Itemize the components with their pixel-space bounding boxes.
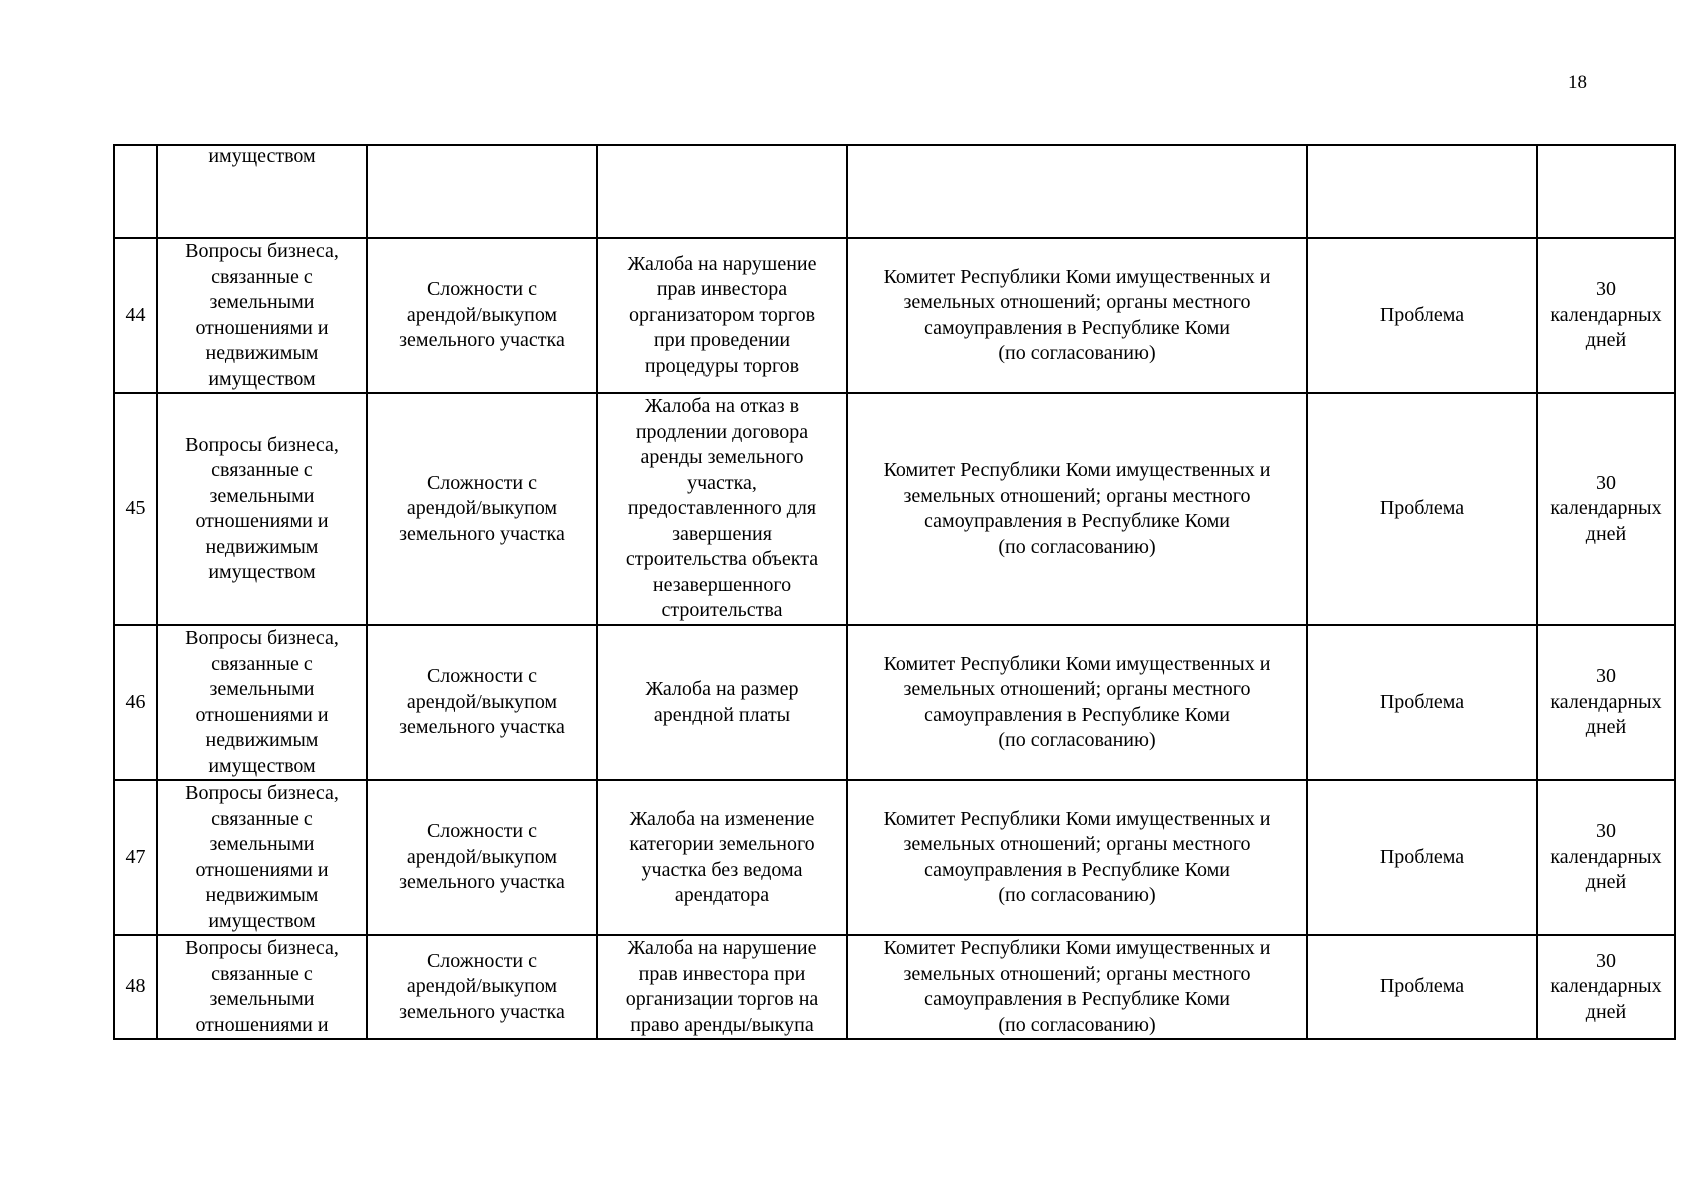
table-row [114,780,1675,935]
complaints-table [113,144,1676,1040]
cell-responsible: Комитет Республики Коми имущественных и земельных отношений; органы местного самоуправления в Республике Коми (по согласованию) [847,935,1307,1039]
cell-number: 44 [114,238,157,393]
cell-term: 30 календарных дней [1537,625,1675,780]
cell-type [1307,145,1537,238]
cell-issue: Жалоба на изменение категории земельного участка без ведома арендатора [597,780,847,935]
cell-type: Проблема [1307,935,1537,1039]
cell-responsible: Комитет Республики Коми имущественных и земельных отношений; органы местного самоуправления в Республике Коми (по согласованию) [847,780,1307,935]
cell-topic: Вопросы бизнеса, связанные с земельными отношениями и недвижимым имуществом [157,780,367,935]
table-row [114,935,1675,1039]
cell-number: 45 [114,393,157,625]
cell-subtopic: Сложности с арендой/выкупом земельного участка [367,625,597,780]
cell-topic: Вопросы бизнеса, связанные с земельными отношениями и недвижимым имуществом [157,393,367,625]
cell-subtopic: Сложности с арендой/выкупом земельного участка [367,238,597,393]
cell-topic: Вопросы бизнеса, связанные с земельными отношениями и недвижимым имуществом [157,625,367,780]
cell-number [114,145,157,238]
cell-topic [157,145,367,238]
cell-type: Проблема [1307,780,1537,935]
table-row-continued [114,145,1675,238]
cell-responsible: Комитет Республики Коми имущественных и земельных отношений; органы местного самоуправления в Республике Коми (по согласованию) [847,625,1307,780]
cell-type: Проблема [1307,625,1537,780]
cell-responsible: Комитет Республики Коми имущественных и земельных отношений; органы местного самоуправления в Республике Коми (по согласованию) [847,238,1307,393]
cell-responsible: Комитет Республики Коми имущественных и земельных отношений; органы местного самоуправления в Республике Коми (по согласованию) [847,393,1307,625]
cell-issue: Жалоба на нарушение прав инвестора организатором торгов при проведении процедуры торгов [597,238,847,393]
cell-number: 48 [114,935,157,1039]
cell-issue: Жалоба на нарушение прав инвестора при организации торгов на право аренды/выкупа [597,935,847,1039]
cell-term: 30 календарных дней [1537,393,1675,625]
table-row [114,393,1675,625]
cell-subtopic [367,145,597,238]
cell-type: Проблема [1307,393,1537,625]
cell-term [1537,145,1675,238]
cell-term: 30 календарных дней [1537,238,1675,393]
cell-term: 30 календарных дней [1537,935,1675,1039]
cell-term: 30 календарных дней [1537,780,1675,935]
cell-subtopic: Сложности с арендой/выкупом земельного участка [367,935,597,1039]
cell-issue [597,145,847,238]
table-row [114,625,1675,780]
cell-issue: Жалоба на размер арендной платы [597,625,847,780]
cell-type: Проблема [1307,238,1537,393]
cell-subtopic: Сложности с арендой/выкупом земельного участка [367,393,597,625]
cell-number: 46 [114,625,157,780]
cell-number: 47 [114,780,157,935]
cell-topic-text: имуществом [208,145,316,167]
cell-topic: Вопросы бизнеса, связанные с земельными отношениями и недвижимым имуществом [157,238,367,393]
cell-issue: Жалоба на отказ в продлении договора аренды земельного участка, предоставленного для завершения строительства объекта незавершенного строительства [597,393,847,625]
table-row [114,238,1675,393]
page-number: 18 [1568,72,1587,93]
cell-topic: Вопросы бизнеса, связанные с земельными отношениями и [157,935,367,1039]
cell-responsible [847,145,1307,238]
cell-subtopic: Сложности с арендой/выкупом земельного участка [367,780,597,935]
